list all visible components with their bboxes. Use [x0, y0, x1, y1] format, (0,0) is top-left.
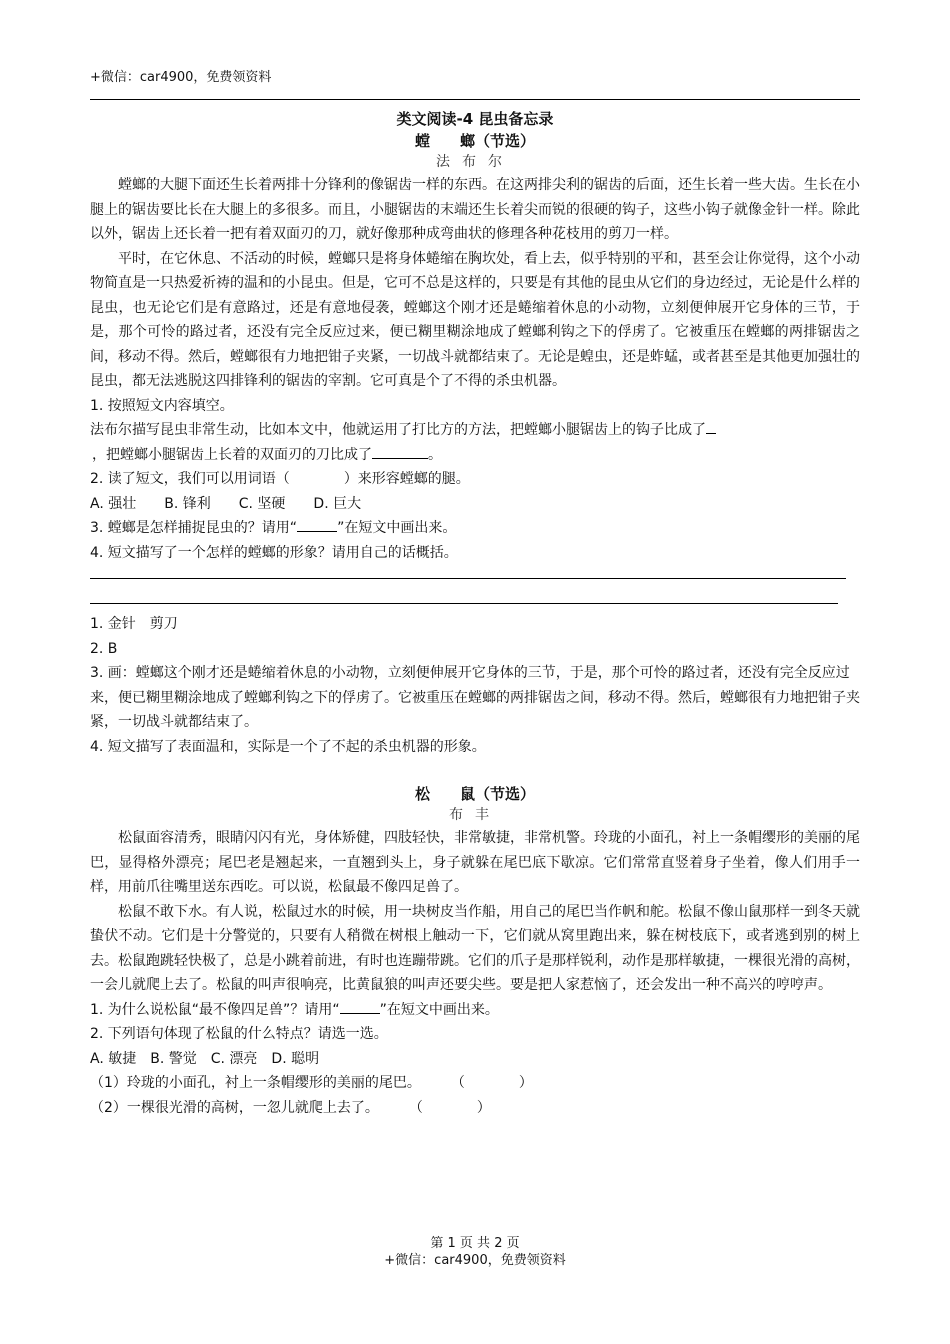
answer-4: 4. 短文描写了表面温和，实际是一个了不起的杀虫机器的形象。 — [90, 738, 486, 755]
section-heading: 类文阅读-4 昆虫备忘录 — [396, 110, 554, 128]
squirrel-paragraph-2: 松鼠不敢下水。有人说，松鼠过水的时候，用一块树皮当作船，用自己的尾巴当作帆和舵。松鼠不像山鼠那样一到冬天就蛰伏不动。它们是十分警觉的，只要有人稍微在树根上触动一下，它们就从窝里跑出来，躲在树枝底下，或者逃到别的树上去。松鼠跑跳轻快极了，总是小跳着前进，有时也连蹦带跳。它们的爪子是那样锐利，动作是那样敏捷，一棵很光滑的高树，一会儿就爬上去了。松鼠的叫声很响亮，比黄鼠狼的叫声还要尖些。要是把人家惹恼了，还会发出一种不高兴的哼哼声。 — [90, 903, 860, 993]
squirrel-question-2-item-2: （2）一棵很光滑的高树，一忽儿就爬上去了。 （ ） — [90, 1099, 491, 1116]
article-title-squirrel: 松 鼠（节选） — [414, 785, 535, 803]
answer-3: 3. 画：螳螂这个刚才还是蜷缩着休息的小动物，立刻便伸展开它身体的三节，于是，那个可怜的路过者，还没有完全反应过来，便已糊里糊涂地成了螳螂利钩之下的俘虏了。它被重压在螳螂的两排锯齿之间，移动不得。然后，螳螂很有力地把钳子夹紧，一切战斗就都结束了。 — [90, 665, 860, 730]
footer-page-info: 第 1 页 共 2 页 — [430, 1236, 520, 1251]
mantis-question-2-options: A. 强壮 B. 锋利 C. 坚硬 D. 巨大 — [90, 495, 362, 512]
mantis-paragraph-2: 平时，在它休息、不活动的时候，螳螂只是将身体蜷缩在胸坎处，看上去，似乎特别的平和，甚至会让你觉得，这个小动物简直是一只热爱祈祷的温和的小昆虫。但是，它可不总是这样的，只要是有其他的昆虫从它们的身边经过，无论是什么样的昆虫，也无论它们是有意路过，还是有意地侵袭，螳螂这个刚才还是蜷缩着休息的小动物，立刻便伸展开它身体的三节，于是，那个可怜的路过者，还没有完全反应过来，便已糊里糊涂地成了螳螂利钩之下的俘虏了。它被重压在螳螂的两排锯齿之间，移动不得。然后，螳螂很有力地把钳子夹紧，一切战斗就都结束了。无论是蝗虫，还是蚱蜢，或者甚至是其他更加强壮的昆虫，都无法逃脱这四排锋利的锯齿的宰割。它可真是个了不得的杀虫机器。 — [90, 250, 860, 389]
squirrel-question-1: 1. 为什么说松鼠“最不像四足兽”？请用“ ”在短文中画出来。 — [90, 998, 860, 1023]
squirrel-question-2-item-1: （1）玲珑的小面孔，衬上一条帽缨形的美丽的尾巴。 （ ） — [90, 1075, 533, 1091]
mantis-question-1-line-a: 法布尔描写昆虫非常生动，比如本文中，他就运用了打比方的方法，把螳螂小腿锯齿上的钩子比成了 — [90, 418, 860, 443]
mantis-question-4: 4. 短文描写了一个怎样的螳螂的形象？请用自己的话概括。 — [90, 544, 458, 561]
header-rule — [90, 99, 860, 100]
article-title-mantis: 螳 螂（节选） — [414, 132, 535, 150]
header-note: +微信：car4900，免费领资料 — [90, 70, 272, 85]
squirrel-question-2: 2. 下列语句体现了松鼠的什么特点？请选一选。 — [90, 1026, 388, 1042]
answer-1: 1. 金针 剪刀 — [90, 616, 178, 632]
mantis-question-1: 1. 按照短文内容填空。 — [90, 397, 234, 414]
squirrel-paragraph-1: 松鼠面容清秀，眼睛闪闪有光，身体矫健，四肢轻快，非常敏捷，非常机警。玲珑的小面孔，衬上一条帽缨形的美丽的尾巴，显得格外漂亮；尾巴老是翘起来，一直翘到头上，身子就躲在尾巴底下歇凉。它们常常直竖着身子坐着，像人们用手一样，用前爪往嘴里送东西吃。可以说，松鼠最不像四足兽了。 — [90, 830, 860, 895]
underline-marker — [340, 999, 380, 1014]
answer-2: 2. B — [90, 640, 118, 657]
mantis-question-3: 3. 螳螂是怎样捕捉昆虫的？请用“ ”在短文中画出来。 — [90, 516, 860, 541]
footer-note: +微信：car4900，免费领资料 — [384, 1253, 566, 1268]
article-author-mantis: 法布尔 — [436, 154, 514, 170]
underline-marker — [297, 517, 337, 532]
squirrel-question-2-options: A. 敏捷 B. 警觉 C. 漂亮 D. 聪明 — [90, 1050, 320, 1067]
fill-blank[interactable] — [372, 444, 428, 459]
mantis-paragraph-1: 螳螂的大腿下面还生长着两排十分锋利的像锯齿一样的东西。在这两排尖利的锯齿的后面，还生长着一些大齿。生长在小腿上的锯齿要比长在大腿上的多很多。而且，小腿锯齿的末端还生长着尖而锐的很硬的钩子，这些小钩子就像金针一样。除此以外，锯齿上还长着一把有着双面刃的刀，就好像那种成弯曲状的修理各种花枝用的剪刀一样。 — [90, 177, 860, 242]
mantis-question-2: 2. 读了短文，我们可以用词语（ ）来形容螳螂的腿。 — [90, 471, 470, 487]
content — [90, 108, 860, 1120]
article-author-squirrel: 布丰 — [449, 807, 501, 823]
mantis-question-1-line-b: ，把螳螂小腿锯齿上长着的双面刃的刀比成了 。 — [90, 443, 860, 468]
